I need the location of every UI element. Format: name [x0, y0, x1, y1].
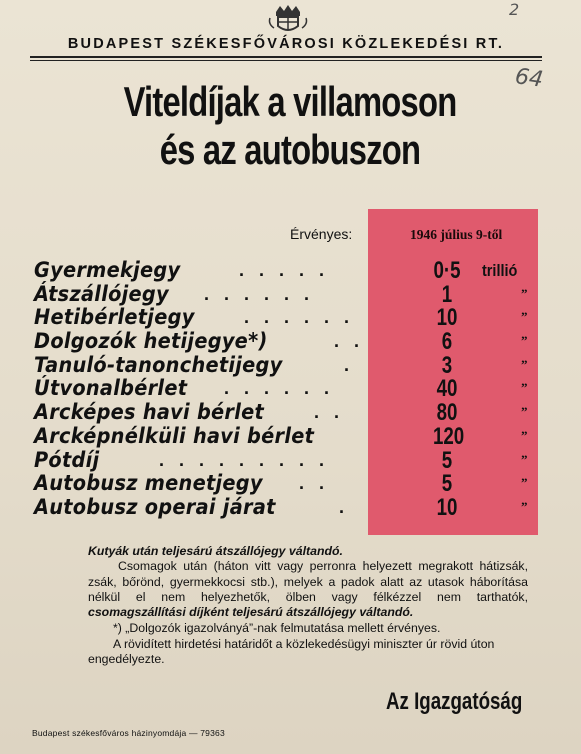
header-rule [30, 56, 542, 58]
fare-row [34, 353, 554, 377]
fare-value: 10 [436, 493, 458, 521]
fare-leader-dots: . . . . . . . . . [159, 449, 330, 470]
fare-leader-dots: . . [299, 473, 330, 494]
fare-leader-dots: . . [334, 331, 365, 352]
fare-table [34, 258, 554, 519]
ditto-mark: ” [521, 380, 528, 396]
ditto-mark: ” [521, 498, 528, 514]
note-luggage [88, 559, 528, 620]
fare-row [34, 495, 554, 519]
fare-value: 5 [441, 446, 453, 474]
fare-name: Gyermekjegy [34, 258, 181, 282]
fare-leader-dots: . . . . . [239, 260, 330, 280]
fare-leader-dots: . [339, 496, 350, 517]
fare-value: 3 [441, 351, 453, 379]
fare-row [34, 375, 554, 403]
fare-leader-dots: . [344, 354, 355, 375]
fare-value: 40 [436, 375, 458, 403]
fare-leader-dots: . . [314, 402, 345, 423]
fare-value: 10 [436, 304, 458, 332]
fare-name: Autobusz operai járat [34, 494, 276, 519]
fare-value: 120 [432, 422, 465, 450]
ditto-mark: ” [521, 451, 528, 467]
note-luggage-text: Csomagok után (háton vitt vagy perronra helyezett megrakott hátizsák, zsák, bőrönd, gyermekkocsi stb.), melyek a padok alatt az utasok háborítása nélkül el nem helyezhetők, ölben vagy félkézzel nem tarthatók, [88, 559, 528, 604]
fare-value: 80 [436, 399, 458, 427]
signature: Az Igazgatóság [386, 688, 523, 715]
fare-leader-dots: . . . . . . [224, 378, 335, 399]
fare-row [34, 470, 554, 498]
fare-value: 0·5 [433, 257, 461, 284]
fare-leader-dots: . . . . . . [244, 307, 355, 328]
fare-name: Útvonalbérlet [34, 376, 188, 401]
fare-name: Autobusz menetjegy [34, 471, 263, 496]
fare-row [34, 328, 554, 356]
notes-section [88, 544, 528, 667]
ditto-mark: ” [521, 475, 528, 491]
fare-row [34, 424, 554, 448]
coat-of-arms-emblem [266, 4, 310, 34]
fare-value: 6 [441, 328, 453, 356]
ditto-mark: ” [521, 404, 528, 420]
fare-name: Dolgozók hetijegye*) [34, 329, 268, 354]
ditto-mark: ” [521, 333, 528, 349]
company-header: BUDAPEST SZÉKESFŐVÁROSI KÖZLEKEDÉSI RT. [67, 36, 505, 52]
header-rule-thin [30, 60, 542, 61]
printer-imprint: Budapest székesfőváros házinyomdája — 79363 [32, 728, 225, 738]
fare-name: Átszállójegy [34, 281, 169, 306]
validity-date: 1946 július 9-től [410, 227, 503, 242]
fare-name: Tanuló-tanonchetijegy [34, 352, 283, 377]
note-luggage-emphasis: csomagszállítási díjként teljesárú átszállójegy váltandó. [88, 605, 414, 620]
note-deadline: A rövidített hirdetési határidőt a közlekedésügyi miniszter úr rövid úton engedélyezte. [88, 636, 495, 667]
fare-leader-dots: . . . . . . [204, 283, 315, 304]
fare-name: Pótdíj [34, 447, 100, 472]
validity-label: Érvényes: [290, 226, 353, 242]
fare-row [34, 399, 554, 427]
fare-row [34, 304, 554, 332]
fare-unit: trillió [482, 261, 518, 280]
ditto-mark: ” [521, 356, 528, 372]
fare-name: Arcképes havi bérlet [34, 400, 265, 425]
ditto-mark: ” [521, 427, 528, 443]
fare-value: 1 [441, 280, 453, 308]
handwritten-number: 64 [513, 64, 545, 93]
note-dogs: Kutyák után teljesárú átszállójegy váltandó. [88, 544, 343, 558]
fare-row [34, 282, 554, 306]
title-line-2: és az autobuszon [159, 126, 421, 173]
ditto-mark: ” [521, 309, 528, 325]
fare-name: Arcképnélküli havi bérlet [34, 423, 315, 448]
fare-row [34, 258, 554, 282]
ditto-mark: ” [521, 285, 528, 301]
fare-row [34, 448, 554, 472]
note-workers: *) „Dolgozók igazolványá”-nak felmutatása mellett érvényes. [113, 621, 441, 636]
fare-value: 5 [441, 470, 453, 498]
title-line-1: Viteldíjak a villamoson [123, 78, 457, 125]
fare-name: Hetibérletjegy [34, 305, 195, 330]
handwritten-mark: 2 [509, 0, 520, 19]
